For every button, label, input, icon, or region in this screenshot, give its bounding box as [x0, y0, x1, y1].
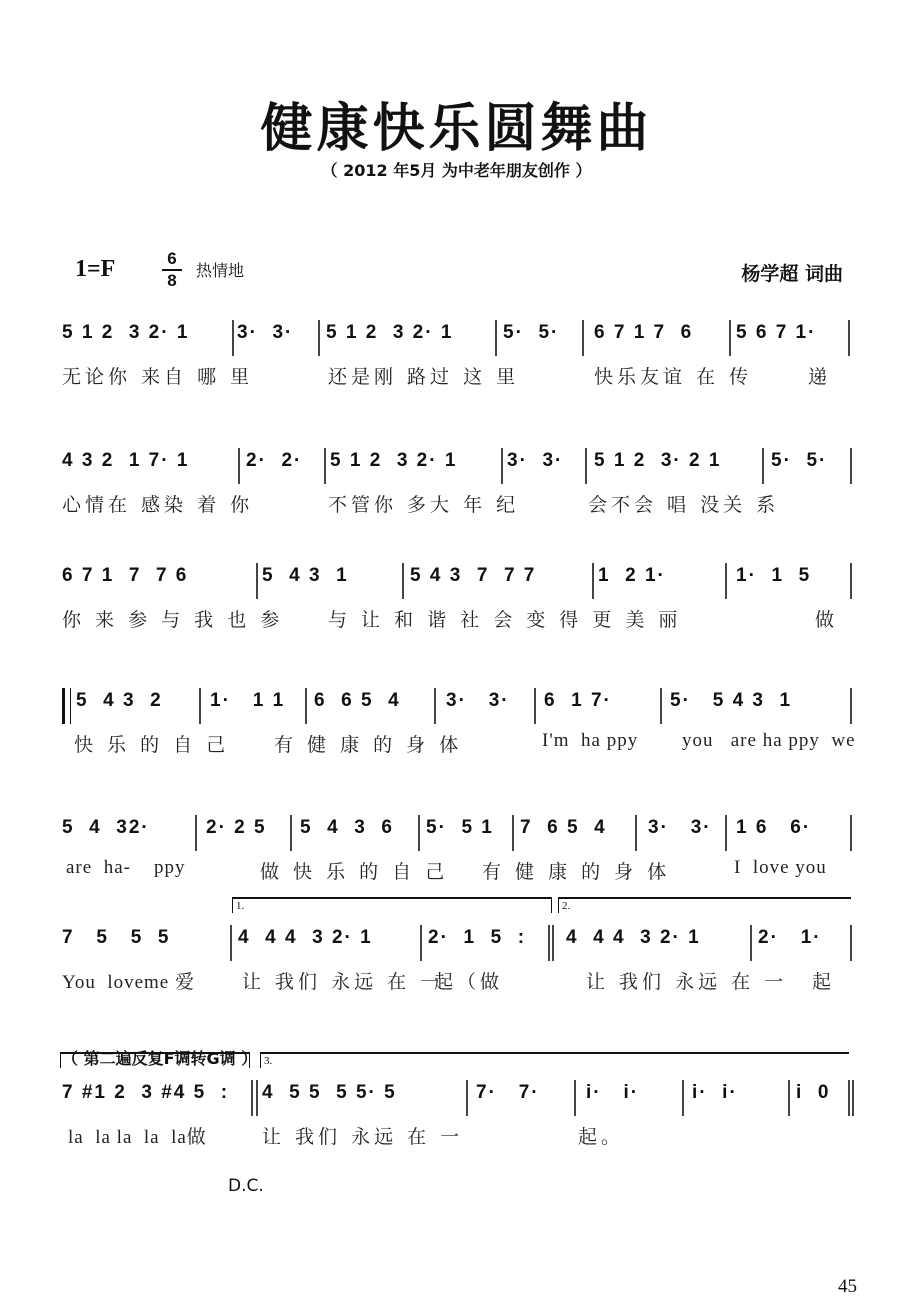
barline: [848, 1080, 850, 1116]
time-signature-numerator: 6: [167, 249, 177, 268]
repeat-start-sign: [62, 688, 71, 724]
barline: [850, 563, 852, 599]
lyric-text: la la la la la做: [68, 1127, 207, 1148]
composer-credit: 杨学超 词曲: [741, 263, 843, 285]
barline: [635, 815, 637, 851]
tempo-marking: 热情地: [196, 261, 245, 280]
barline: [466, 1080, 468, 1116]
lyric-text: 起（做: [434, 971, 504, 993]
barline: [585, 448, 587, 484]
measure-notes: 1 2 1·: [598, 565, 666, 586]
measure-notes: i 0: [796, 1082, 831, 1103]
dc-marking: D.C.: [228, 1176, 264, 1196]
modulation-note: （ 第二遍反复F调转G调 ）: [62, 1049, 258, 1068]
barline: [848, 320, 850, 356]
measure-notes: 2· 1·: [758, 927, 822, 948]
barline: [251, 1080, 253, 1116]
song-subtitle: （ 2012 年5月 为中老年朋友创作 ）: [321, 161, 592, 180]
barline: [582, 320, 584, 356]
measure-notes: 5 4 32·: [62, 817, 150, 838]
barline: [195, 815, 197, 851]
barline: [850, 815, 852, 851]
barline: [256, 563, 258, 599]
measure-notes: 3· 3·: [446, 690, 510, 711]
time-signature: [162, 250, 182, 290]
measure-notes: 5 4 3 2: [76, 690, 163, 711]
key-signature: 1=F: [75, 256, 116, 282]
barline: [850, 688, 852, 724]
lyric-text: 让 我们 永远 在 一: [242, 971, 444, 993]
barline: [501, 448, 503, 484]
measure-notes: 5· 5·: [503, 322, 560, 343]
score-line: [62, 428, 852, 538]
score-line: [62, 668, 856, 778]
lyric-text: 有 健 康 的 身 体: [482, 861, 671, 883]
lyric-text: you are ha ppy we: [682, 730, 856, 751]
barline: [850, 448, 852, 484]
barline: [512, 815, 514, 851]
measure-notes: i· i·: [586, 1082, 640, 1103]
lyric-text: I love you: [734, 857, 827, 878]
measure-notes: 6 7 1 7 6: [594, 322, 694, 343]
measure-notes: 3· 3·: [648, 817, 712, 838]
lyric-text: 心情在 感染 着 你: [62, 494, 254, 516]
lyric-text: 让 我们 永远 在 一: [586, 971, 788, 993]
measure-notes: 4 4 4 3 2· 1: [566, 927, 701, 948]
barline: [850, 925, 852, 961]
measure-notes: 5· 5 4 3 1: [670, 690, 793, 711]
volta-bracket: [232, 897, 552, 913]
measure-notes: 2· 2·: [246, 450, 303, 471]
lyric-text: 让 我们 永远 在 一: [262, 1126, 464, 1148]
page-number: 45: [838, 1276, 857, 1297]
lyric-text: 递: [808, 366, 832, 388]
barline: [762, 448, 764, 484]
song-title: 健康快乐圆舞曲: [260, 99, 653, 159]
barline: [495, 320, 497, 356]
barline: [534, 688, 536, 724]
lyric-text: 有 健 康 的 身 体: [274, 734, 463, 756]
barline: [729, 320, 731, 356]
score-line: [62, 300, 852, 410]
barline: [290, 815, 292, 851]
lyric-text: 快 乐 的 自 己: [74, 734, 230, 756]
measure-notes: 5· 5·: [771, 450, 828, 471]
score-line: [62, 543, 852, 653]
lyric-text: 起: [812, 971, 836, 993]
barline: [592, 563, 594, 599]
barline: [418, 815, 420, 851]
measure-notes: 2· 1 5 :: [428, 927, 527, 948]
measure-notes: 7· 7·: [476, 1082, 540, 1103]
measure-notes: 5· 5 1: [426, 817, 494, 838]
measure-notes: 7 5 5 5: [62, 927, 171, 948]
barline: [230, 925, 232, 961]
lyric-text: 与 让 和 谐 社 会 变 得 更 美 丽: [328, 609, 682, 631]
measure-notes: 5 4 3 7 7 7: [410, 565, 537, 586]
measure-notes: 3· 3·: [507, 450, 564, 471]
measure-notes: 7 #1 2 3 #4 5 :: [62, 1082, 230, 1103]
volta-label: 1.: [236, 900, 245, 912]
time-signature-denominator: 8: [167, 271, 177, 290]
lyric-text: I'm ha ppy: [542, 730, 639, 751]
barline: [420, 925, 422, 961]
measure-notes: 6 1 7·: [544, 690, 612, 711]
lyric-text: 起。: [578, 1126, 625, 1148]
barline: [852, 1080, 854, 1116]
volta-bracket: [558, 897, 851, 913]
measure-notes: 6 6 5 4: [314, 690, 401, 711]
barline: [256, 1080, 258, 1116]
barline: [324, 448, 326, 484]
barline: [402, 563, 404, 599]
measure-notes: 5 4 3 1: [262, 565, 349, 586]
volta-bracket: [260, 1052, 849, 1068]
volta-label: 3.: [264, 1055, 273, 1067]
lyric-text: 做: [815, 609, 839, 631]
measure-notes: 5 4 3 6: [300, 817, 394, 838]
barline: [660, 688, 662, 724]
measure-notes: 1· 1 5: [736, 565, 812, 586]
barline: [788, 1080, 790, 1116]
score-line: [62, 900, 852, 1015]
measure-notes: 5 1 2 3 2· 1: [62, 322, 190, 343]
measure-notes: 4 5 5 5 5· 5: [262, 1082, 397, 1103]
measure-notes: 5 1 2 3· 2 1: [594, 450, 722, 471]
lyric-text: 做 快 乐 的 自 己: [260, 861, 449, 883]
volta-label: 2.: [562, 900, 571, 912]
barline: [434, 688, 436, 724]
measure-notes: 6 7 1 7 7 6: [62, 565, 189, 586]
lyric-text: 无论你 来自 哪 里: [62, 366, 254, 388]
score-line: [62, 795, 852, 905]
measure-notes: 5 6 7 1·: [736, 322, 817, 343]
barline: [318, 320, 320, 356]
measure-notes: 1· 1 1: [210, 690, 286, 711]
barline: [574, 1080, 576, 1116]
barline: [238, 448, 240, 484]
lyric-text: 你 来 参 与 我 也 参: [62, 609, 284, 631]
barline: [725, 815, 727, 851]
barline: [682, 1080, 684, 1116]
barline: [305, 688, 307, 724]
lyric-text: You loveme 爱: [62, 972, 195, 993]
measure-notes: i· i·: [692, 1082, 738, 1103]
lyric-text: 不管你 多大 年 纪: [328, 494, 520, 516]
measure-notes: 4 4 4 3 2· 1: [238, 927, 373, 948]
measure-notes: 2· 2 5: [206, 817, 267, 838]
measure-notes: 5 1 2 3 2· 1: [326, 322, 454, 343]
lyric-text: 快乐友谊 在 传: [594, 366, 753, 388]
barline: [548, 925, 550, 961]
barline: [750, 925, 752, 961]
barline: [725, 563, 727, 599]
lyric-text: 还是刚 路过 这 里: [328, 366, 520, 388]
barline: [232, 320, 234, 356]
measure-notes: 4 3 2 1 7· 1: [62, 450, 190, 471]
lyric-text: are ha- ppy: [66, 857, 186, 878]
measure-notes: 3· 3·: [237, 322, 294, 343]
measure-notes: 1 6 6·: [736, 817, 812, 838]
measure-notes: 5 1 2 3 2· 1: [330, 450, 458, 471]
barline: [199, 688, 201, 724]
lyric-text: 会不会 唱 没关 系: [588, 494, 780, 516]
measure-notes: 7 6 5 4: [520, 817, 607, 838]
barline: [552, 925, 554, 961]
